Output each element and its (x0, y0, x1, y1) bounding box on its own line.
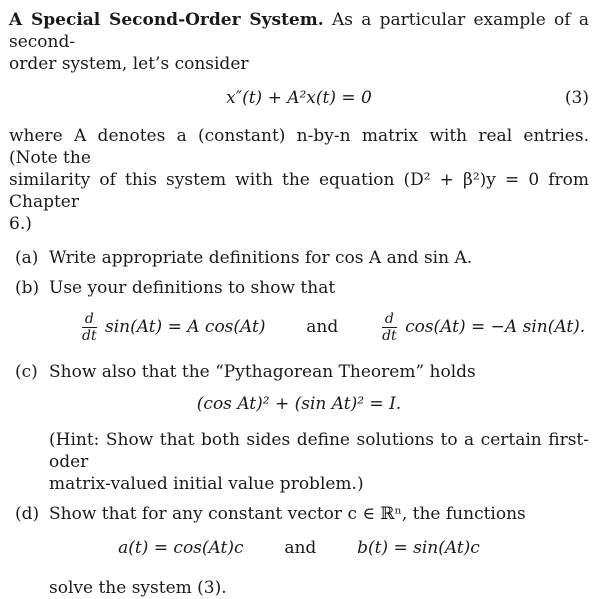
derivative-fraction-left (82, 311, 97, 344)
closing-text: solve the system (3). (49, 578, 227, 598)
item-d (9, 503, 589, 525)
equation-3 (9, 87, 589, 115)
item-c-text: Show also that the “Pythagorean Theorem” holds (49, 362, 476, 382)
note-line3: 6.) (9, 214, 32, 234)
item-d-text: Show that for any constant vector c ∈ ℝⁿ, the functions (49, 504, 526, 524)
equation-3-number: (3) (564, 88, 589, 108)
note-line2: similarity of this system with the equation (D² + β²)y = 0 from Chapter (9, 170, 589, 212)
item-b (9, 277, 589, 299)
intro-paragraph (9, 9, 589, 75)
intro-text-line2: order system, let’s consider (9, 54, 249, 74)
and-connector-b: and (306, 317, 339, 337)
function-b-definition: b(t) = sin(At)c (357, 538, 480, 558)
section-title: A Special Second-Order System. (9, 10, 324, 30)
fraction-numerator: d (82, 311, 97, 328)
note-line1: where A denotes a (constant) n-by-n matrix with real entries. (Note the (9, 126, 589, 168)
cos-derivative-equation: cos(At) = −A sin(At). (405, 317, 586, 337)
derivative-fraction-right (382, 311, 397, 344)
item-a-text: Write appropriate definitions for cos A and sin A. (49, 248, 473, 268)
document-page (9, 9, 589, 599)
item-c-label: (c) (15, 362, 38, 382)
item-b-label: (b) (15, 278, 40, 298)
item-d-closing (9, 577, 589, 599)
equation-3-body: x″(t) + A²x(t) = 0 (226, 88, 372, 108)
derivative-equations (9, 311, 589, 353)
item-a-label: (a) (15, 248, 39, 268)
hint-line2: matrix-valued initial value problem.) (49, 474, 364, 494)
item-b-text: Use your definitions to show that (49, 278, 336, 298)
and-connector-d: and (284, 538, 317, 558)
fraction-denominator: dt (382, 328, 397, 344)
solution-functions (9, 537, 589, 565)
pythagorean-equation (9, 393, 589, 421)
function-a-definition: a(t) = cos(At)c (118, 538, 244, 558)
item-c (9, 361, 589, 383)
sin-derivative-equation: sin(At) = A cos(At) (105, 317, 266, 337)
intro-text-line1: As a particular example of a second- (9, 10, 589, 52)
item-a (9, 247, 589, 269)
note-paragraph (9, 125, 589, 235)
item-c-hint (9, 429, 589, 495)
fraction-numerator: d (382, 311, 397, 328)
item-d-label: (d) (15, 504, 40, 524)
fraction-denominator: dt (82, 328, 97, 344)
hint-line1: (Hint: Show that both sides define solutions to a certain first-oder (49, 430, 589, 472)
pythagorean-equation-body: (cos At)² + (sin At)² = I. (196, 394, 402, 414)
